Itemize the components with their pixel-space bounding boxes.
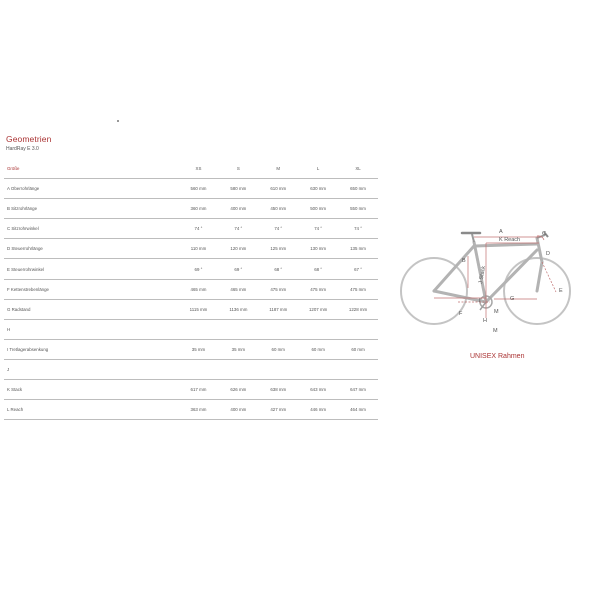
row-value xyxy=(258,319,298,339)
row-label: E Steuerrohrwinkel xyxy=(4,259,179,279)
table-row xyxy=(4,199,378,219)
row-value: 74 ° xyxy=(218,219,258,239)
row-value xyxy=(298,319,338,339)
label-g: G xyxy=(510,296,515,302)
row-value: 626 mm xyxy=(218,380,258,400)
row-value xyxy=(218,319,258,339)
table-row xyxy=(4,400,378,420)
row-value: 610 mm xyxy=(258,179,298,199)
table-row xyxy=(4,239,378,259)
row-value: 465 mm xyxy=(179,279,219,299)
geometry-table xyxy=(4,159,378,420)
row-value: 450 mm xyxy=(258,199,298,219)
row-value: 363 mm xyxy=(179,400,219,420)
row-value: 617 mm xyxy=(179,380,219,400)
label-i: I xyxy=(479,298,481,304)
row-value: 67 ° xyxy=(338,259,378,279)
row-value: 465 mm xyxy=(218,279,258,299)
row-value xyxy=(338,319,378,339)
label-m: M xyxy=(494,309,499,315)
row-value: 35 mm xyxy=(218,339,258,359)
row-value: 475 mm xyxy=(298,279,338,299)
label-f: F xyxy=(459,311,463,317)
label-j-stack: J Stack xyxy=(478,265,488,285)
row-value: 500 mm xyxy=(298,199,338,219)
table-row xyxy=(4,279,378,299)
label-k-reach: K Reach xyxy=(499,237,521,243)
table-row xyxy=(4,339,378,359)
row-value: 60 mm xyxy=(338,339,378,359)
row-label: B Sitzrohrlänge xyxy=(4,199,179,219)
size-header-1: S xyxy=(218,159,258,179)
label-h: H xyxy=(483,318,487,324)
row-value xyxy=(218,359,258,379)
row-value xyxy=(258,359,298,379)
size-header-label: Größe xyxy=(4,159,179,179)
row-value: 400 mm xyxy=(218,199,258,219)
table-row xyxy=(4,219,378,239)
row-label: J xyxy=(4,359,179,379)
row-value: 650 mm xyxy=(338,179,378,199)
size-header-4: XL xyxy=(338,159,378,179)
row-value xyxy=(179,359,219,379)
row-value: 130 mm xyxy=(298,239,338,259)
row-value: 74 ° xyxy=(258,219,298,239)
model-name: HardRay E 3.0 xyxy=(6,146,39,152)
row-label: L Reach xyxy=(4,400,179,420)
table-row xyxy=(4,299,378,319)
row-label: C Sitzrohrwinkel xyxy=(4,219,179,239)
row-value: 110 mm xyxy=(179,239,219,259)
label-b: B xyxy=(462,258,466,264)
row-value: 360 mm xyxy=(179,199,219,219)
row-value: 400 mm xyxy=(218,400,258,420)
row-value: 69 ° xyxy=(179,259,219,279)
table-row xyxy=(4,179,378,199)
row-value: 1207 mm xyxy=(298,299,338,319)
row-value: 74 ° xyxy=(179,219,219,239)
row-value: 135 mm xyxy=(338,239,378,259)
row-value: 550 mm xyxy=(338,199,378,219)
row-value xyxy=(338,359,378,379)
table-row xyxy=(4,259,378,279)
label-m-bottom: M xyxy=(493,328,498,334)
row-value: 69 ° xyxy=(218,259,258,279)
row-value: 638 mm xyxy=(258,380,298,400)
row-label: I Tretlagerabsenkung xyxy=(4,339,179,359)
row-value: 560 mm xyxy=(179,179,219,199)
diagram-caption: UNISEX Rahmen xyxy=(470,353,525,360)
row-value: 125 mm xyxy=(258,239,298,259)
row-label: D Steuerrohrlänge xyxy=(4,239,179,259)
row-label: F Kettenstrebenlänge xyxy=(4,279,179,299)
table-row xyxy=(4,380,378,400)
section-title: Geometrien xyxy=(6,134,52,144)
table-header-row xyxy=(4,159,378,179)
seat-post xyxy=(472,234,474,242)
row-value: 475 mm xyxy=(338,279,378,299)
table-row xyxy=(4,319,378,339)
row-value: 475 mm xyxy=(258,279,298,299)
row-value: 60 mm xyxy=(258,339,298,359)
row-value xyxy=(298,359,338,379)
row-value: 68 ° xyxy=(298,259,338,279)
stray-dot xyxy=(117,120,119,122)
row-value: 60 mm xyxy=(298,339,338,359)
row-value: 1187 mm xyxy=(258,299,298,319)
frame xyxy=(434,238,542,302)
row-value: 464 mm xyxy=(338,400,378,420)
row-value: 120 mm xyxy=(218,239,258,259)
row-label: K Stack xyxy=(4,380,179,400)
size-header-3: L xyxy=(298,159,338,179)
row-label: G Radstand xyxy=(4,299,179,319)
row-value: 35 mm xyxy=(179,339,219,359)
row-value: 1136 mm xyxy=(218,299,258,319)
bike-geometry-diagram xyxy=(398,222,574,334)
row-value: 1115 mm xyxy=(179,299,219,319)
table-row xyxy=(4,359,378,379)
label-c: C xyxy=(542,231,546,237)
label-e: E xyxy=(559,288,563,294)
row-value: 643 mm xyxy=(298,380,338,400)
row-value: 580 mm xyxy=(218,179,258,199)
row-value xyxy=(179,319,219,339)
row-value: 630 mm xyxy=(298,179,338,199)
row-label: H xyxy=(4,319,179,339)
row-value: 427 mm xyxy=(258,400,298,420)
size-header-2: M xyxy=(258,159,298,179)
row-value: 74 ° xyxy=(338,219,378,239)
size-header-0: XS xyxy=(179,159,219,179)
row-value: 68 ° xyxy=(258,259,298,279)
row-value: 647 mm xyxy=(338,380,378,400)
row-label: A Oberrohrlänge xyxy=(4,179,179,199)
label-a: A xyxy=(499,229,503,235)
label-d: D xyxy=(546,251,550,257)
row-value: 74 ° xyxy=(298,219,338,239)
row-value: 1228 mm xyxy=(338,299,378,319)
row-value: 446 mm xyxy=(298,400,338,420)
